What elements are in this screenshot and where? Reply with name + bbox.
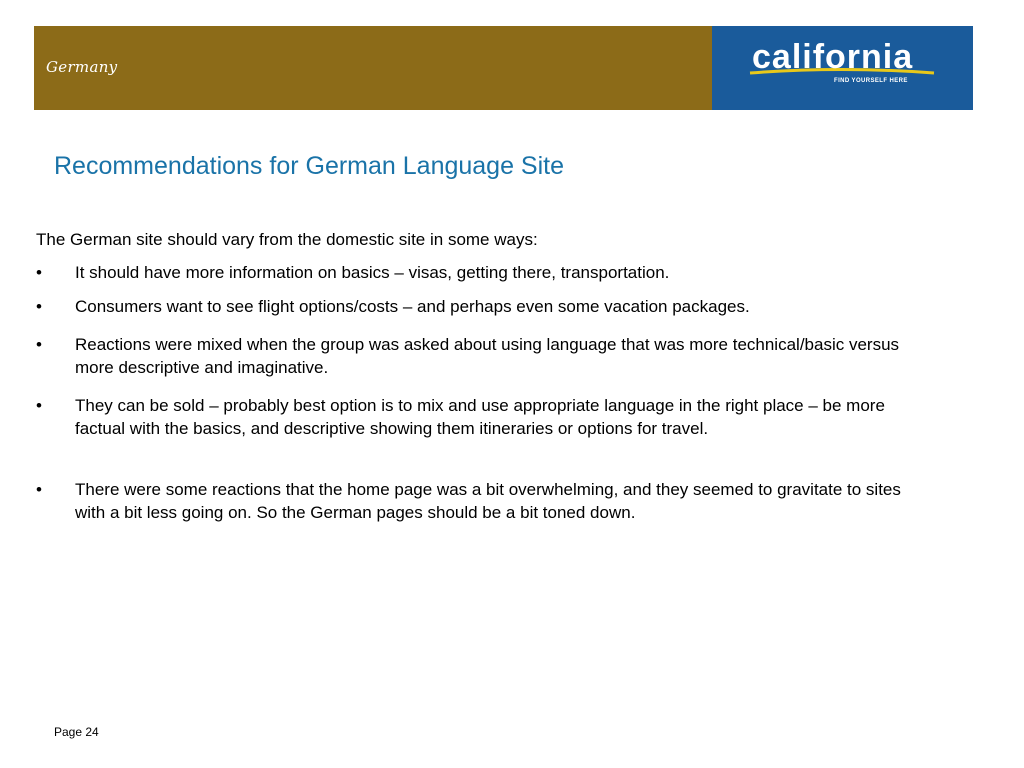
bullet-text: It should have more information on basics – visas, getting there, transportation. <box>75 263 670 282</box>
bullet-text: They can be sold – probably best option is to mix and use appropriate language in the right place – be more factual with the basics, and descriptive showing them itineraries or options for travel. <box>75 396 885 438</box>
page-number: Page 24 <box>54 725 99 739</box>
logo-wordmark: california <box>752 38 914 76</box>
section-label: Germany <box>46 58 118 76</box>
bullet-text: Consumers want to see flight options/costs – and perhaps even some vacation packages. <box>75 297 750 316</box>
bullet-text: There were some reactions that the home page was a bit overwhelming, and they seemed to gravitate to sites with a bit less going on. So the German pages should be a bit toned down. <box>75 480 901 522</box>
california-logo <box>712 26 973 110</box>
bullet-dot: • <box>36 263 42 282</box>
bullet-dot: • <box>36 335 42 354</box>
header-bar <box>34 26 712 110</box>
bullet-dot: • <box>36 396 42 415</box>
bullet-text: Reactions were mixed when the group was asked about using language that was more technical/basic versus more descriptive and imaginative. <box>75 335 900 377</box>
logo-tagline: FIND YOURSELF HERE <box>834 78 908 84</box>
bullet-dot: • <box>36 297 42 316</box>
bullet-dot: • <box>36 480 42 499</box>
intro-text: The German site should vary from the domestic site in some ways: <box>36 230 538 249</box>
slide-title: Recommendations for German Language Site <box>54 152 565 180</box>
